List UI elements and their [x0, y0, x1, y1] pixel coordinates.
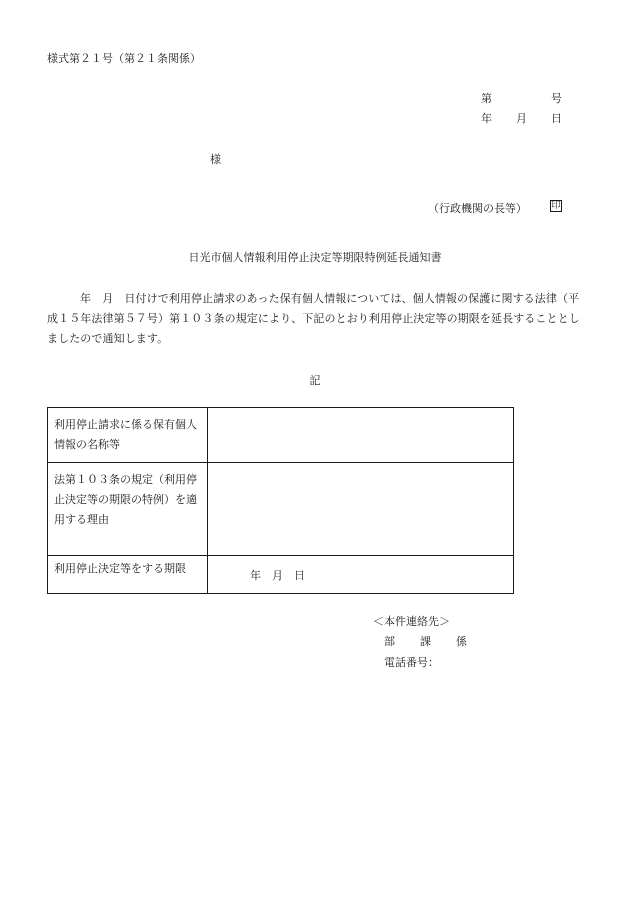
doc-number-prefix: 第: [481, 92, 492, 105]
seal-mark: 印: [551, 201, 561, 211]
body-paragraph: 年 月 日付けで利用停止請求のあった保有個人情報については、個人情報の保護に関する法律（平成１５年法律第５７号）第１０３条の規定により、下記のとおり利用停止決定等の期限を延長することとしましたので通知します。: [47, 292, 580, 345]
form-number: 様式第２１号（第２１条関係）: [47, 52, 201, 65]
row-value-reason: [208, 463, 514, 556]
date-year: 年: [481, 112, 492, 125]
contact-phone: 電話番号：: [384, 656, 439, 669]
row-value-deadline: 年 月 日: [208, 556, 514, 594]
document-title: 日光市個人情報利用停止決定等期限特例延長通知書: [188, 251, 442, 264]
date-month: 月: [516, 112, 527, 125]
addressee: 様: [210, 153, 221, 166]
doc-number-suffix: 号: [551, 92, 562, 105]
contact-dept-label: 部: [384, 635, 395, 648]
table-row: [48, 408, 514, 463]
issuer: （行政機関の長等）: [428, 202, 527, 215]
date-day: 日: [551, 112, 562, 125]
table-row: [48, 556, 514, 594]
contact-heading: ＜本件連絡先＞: [373, 615, 450, 628]
contact-section-label: 課: [420, 635, 431, 648]
row-label-info-name: 利用停止請求に係る保有個人情報の名称等: [48, 408, 208, 463]
row-value-info-name: [208, 408, 514, 463]
row-label-reason: 法第１０３条の規定（利用停止決定等の期限の特例）を適用する理由: [48, 463, 208, 556]
contact-staff-label: 係: [456, 635, 467, 648]
details-table: [47, 407, 514, 594]
row-label-deadline: 利用停止決定等をする期限: [48, 556, 208, 594]
table-row: [48, 463, 514, 556]
ki-heading: 記: [309, 374, 321, 387]
